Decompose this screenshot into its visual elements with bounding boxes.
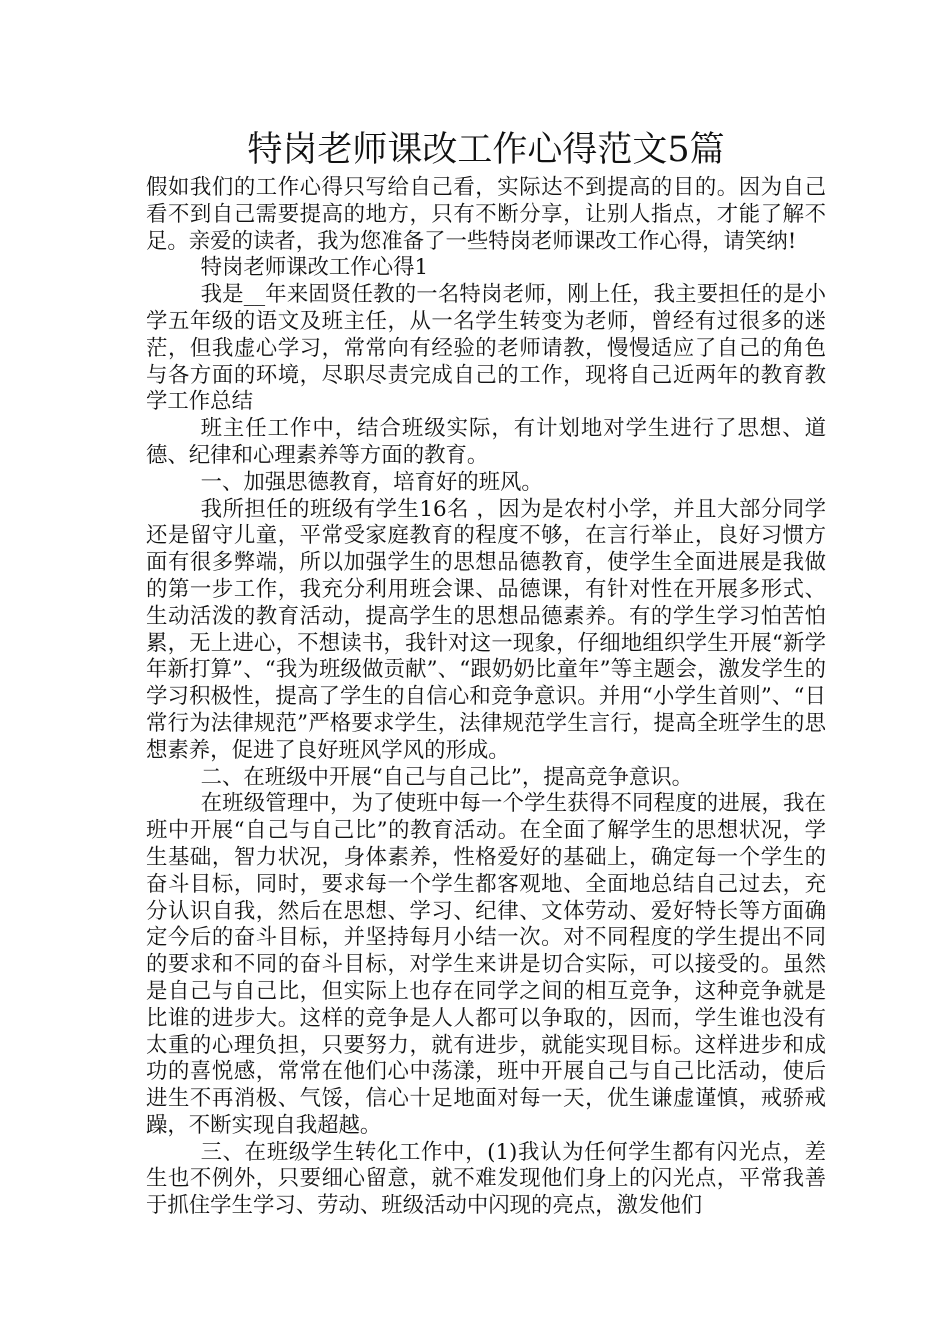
document-body <box>146 175 826 1220</box>
paragraph: 三、在班级学生转化工作中，(1)我认为任何学生都有闪光点，差生也不例外，只要细心留意，就不难发现他们身上的闪光点，平常我善于抓住学生学习、劳动、班级活动中闪现的亮点，激发他们 <box>146 1139 826 1219</box>
paragraph: 我所担任的班级有学生16名 ，因为是农村小学，并且大部分同学还是留守儿童，平常受家庭教育的程度不够，在言行举止，良好习惯方面有很多弊端，所以加强学生的思想品德教育，使学生全面进展是我做的第一步工作，我充分利用班会课、品德课，有针对性在开展多形式、生动活泼的教育活动，提高学生的思想品德素养。有的学生学习怕苦怕累，无上进心，不想读书，我针对这一现象，仔细地组织学生开展“新学年新打算”、“我为班级做贡献”、“跟奶奶比童年”等主题会，激发学生的学习积极性，提高了学生的自信心和竞争意识。并用“小学生首则”、“日常行为法律规范”严格要求学生，法律规范学生言行，提高全班学生的思想素养，促进了良好班风学风的形成。 <box>146 496 826 763</box>
paragraph: 一、加强思德教育，培育好的班风。 <box>200 469 543 495</box>
document-page <box>146 127 826 1220</box>
paragraph: 假如我们的工作心得只写给自己看，实际达不到提高的目的。因为自己看不到自己需要提高的地方，只有不断分享，让别人指点，才能了解不足。亲爱的读者，我为您准备了一些特岗老师课改工作心得，请笑纳! <box>146 175 826 254</box>
paragraph: 我是__年来固贤任教的一名特岗老师，刚上任，我主要担任的是小学五年级的语文及班主任，从一名学生转变为老师，曾经有过很多的迷茫，但我虚心学习，常常向有经验的老师请教，慢慢适应了自己的角色与各方面的环境，尽职尽责完成自己的工作，现将自己近两年的教育教学工作总结 <box>146 282 826 415</box>
paragraph: 在班级管理中，为了使班中每一个学生获得不同程度的进展，我在班中开展“自己与自己比”的教育活动。在全面了解学生的思想状况，学生基础，智力状况，身体素养，性格爱好的基础上，确定每一个学生的奋斗目标，同时，要求每一个学生都客观地、全面地总结自己过去，充分认识自我，然后在思想、学习、纪律、文体劳动、爱好特长等方面确定今后的奋斗目标，并坚持每月小结一次。对不同程度的学生提出不同的要求和不同的奋斗目标，对学生来讲是切合实际，可以接受的。虽然是自己与自己比，但实际上也存在同学之间的相互竞争，这种竞争就是比谁的进步大。这样的竞争是人人都可以争取的，因而，学生谁也没有太重的心理负担，只要努力，就有进步，就能实现目标。这样进步和成功的喜悦感，常常在他们心中荡漾，班中开展自己与自己比活动，使后进生不再消极、气馁，信心十足地面对每一天，优生谦虚谨慎，戒骄戒躁，不断实现自我超越。 <box>146 791 826 1138</box>
paragraph: 二、在班级中开展“自己与自己比”，提高竞争意识。 <box>200 764 694 790</box>
paragraph: 特岗老师课改工作心得1 <box>200 255 429 281</box>
document-title: 特岗老师课改工作心得范文5篇 <box>247 130 725 170</box>
paragraph: 班主任工作中，结合班级实际，有计划地对学生进行了思想、道德、纪律和心理素养等方面的教育。 <box>146 416 826 468</box>
